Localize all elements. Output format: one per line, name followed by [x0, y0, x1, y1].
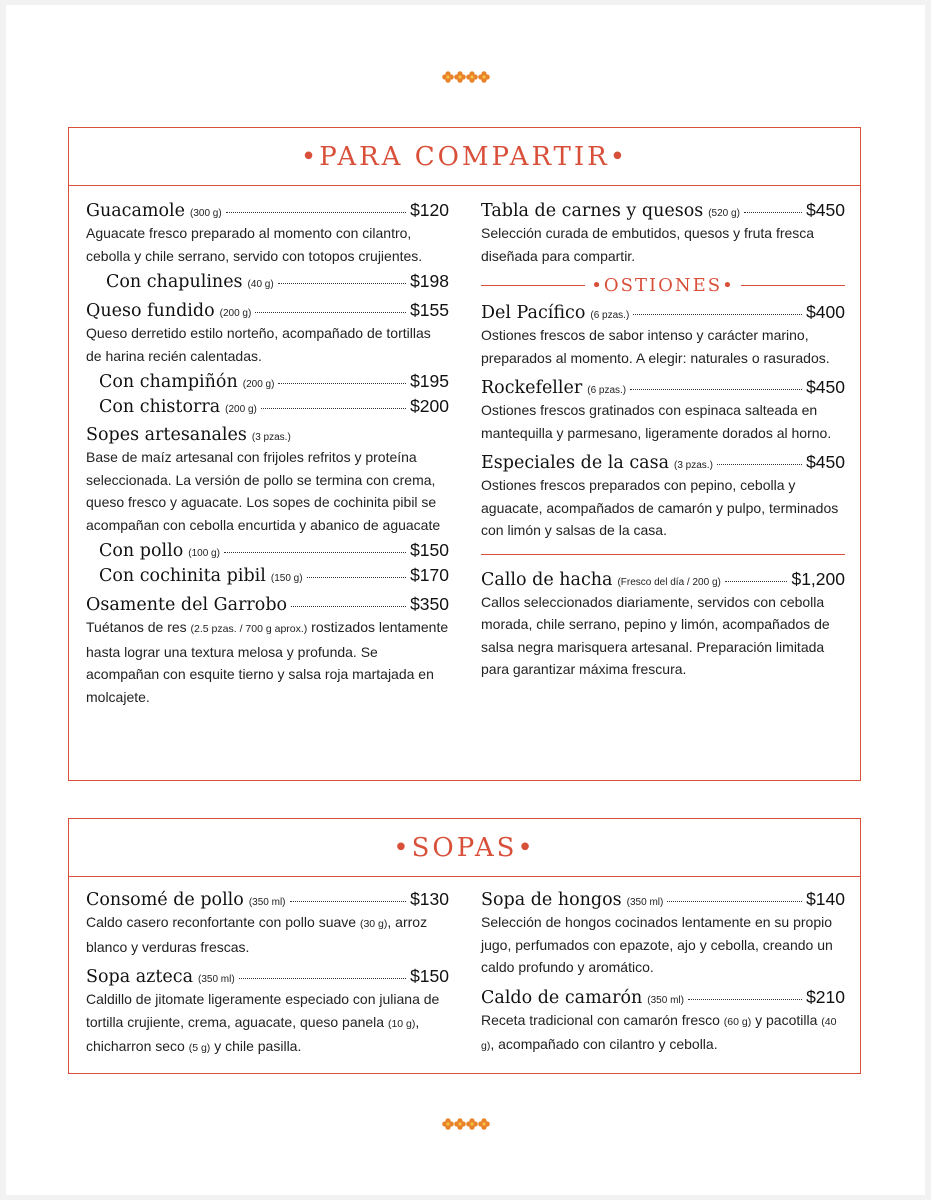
- item-description: Base de maíz artesanal con frijoles refritos y proteína seleccionada. La versión de pollo se termina con crema, queso fresco y aguacate. Los sopes de cochinita pibil se acompañan con cebolla encurtida y abanico de aguacate: [86, 449, 441, 533]
- menu-item: [86, 594, 449, 708]
- dot-leader: [255, 312, 406, 313]
- item-description: Selección curada de embutidos, quesos y fruta fresca diseñada para compartir.: [481, 225, 815, 264]
- divider: [741, 285, 845, 286]
- item-price: $140: [806, 889, 845, 909]
- dot-leader: [278, 383, 406, 384]
- menu-subitem: [86, 371, 449, 392]
- item-line: [86, 565, 449, 586]
- item-price: $210: [806, 986, 845, 1007]
- item-quantity: (350 ml): [647, 994, 684, 1006]
- dot-leader: [226, 212, 406, 213]
- item-quantity: (150 g): [270, 573, 303, 584]
- item-line: [86, 889, 449, 910]
- item-description: Callos seleccionados diariamente, servidos con cebolla morada, chile serrano, pepino y limón, acompañados de salsa negra marisquera artesanal. Preparación limitada para garantizar máxima frescura.: [481, 593, 830, 677]
- item-quantity: (350 ml): [248, 897, 286, 908]
- description-part: Selección de hongos cocinados lentamente en su propio jugo, perfumados con epazote, ajo y cebolla, creando un caldo profundo y aromático.: [481, 914, 833, 975]
- flower-ornament-icon: [442, 68, 490, 86]
- item-price: $155: [410, 300, 449, 320]
- item-name: Consomé de pollo: [86, 890, 244, 910]
- menu-item: [86, 200, 449, 292]
- dot-leader: [725, 581, 788, 582]
- dot-leader: [291, 606, 406, 607]
- item-line: [481, 889, 845, 910]
- menu-subitem: [86, 565, 449, 586]
- item-description: Aguacate fresco preparado al momento con cilantro, cebolla y chile serrano, servido con totopos crujientes.: [86, 225, 423, 264]
- item-name: Sopa azteca: [86, 967, 193, 987]
- item-description: [86, 616, 449, 708]
- item-quantity: (100 g): [188, 548, 220, 559]
- menu-subitem: [86, 271, 449, 292]
- description-part: Receta tradicional con camarón fresco: [481, 1011, 724, 1028]
- item-quantity: (300 g): [190, 208, 222, 219]
- item-line: [86, 300, 449, 321]
- item-quantity: (3 pzas.): [674, 460, 713, 471]
- dot-leader: [744, 212, 802, 213]
- menu-item: [481, 200, 845, 267]
- ostiones-subheading: [481, 275, 845, 296]
- item-price: $198: [410, 271, 449, 291]
- dot-leader: [633, 314, 802, 315]
- left-column: [86, 200, 449, 716]
- flower-ornament-icon: [442, 1115, 490, 1133]
- menu-item: [86, 300, 449, 417]
- item-name: Caldo de camarón: [481, 987, 643, 1008]
- item-name: Con chapulines: [106, 272, 243, 292]
- description-part: Tuétanos de res: [86, 619, 191, 635]
- section-title: •PARA COMPARTIR•: [69, 128, 860, 186]
- item-line: [481, 569, 845, 590]
- subheading-label: •OSTIONES•: [591, 275, 735, 296]
- item-price: $120: [410, 200, 449, 220]
- item-line: [481, 377, 845, 398]
- item-description: [86, 911, 449, 958]
- dot-leader: [239, 978, 406, 979]
- item-line: [481, 302, 845, 323]
- item-line: [86, 540, 449, 561]
- description-part: (10 g): [387, 1017, 416, 1030]
- description-part: (2.5 pzas. / 700 g aprox.): [190, 623, 308, 635]
- dot-leader: [307, 577, 407, 578]
- dot-leader: [630, 389, 802, 390]
- item-name: Sopa de hongos: [481, 890, 622, 910]
- item-price: $130: [410, 889, 449, 909]
- menu-item: [86, 889, 449, 958]
- right-column: [481, 889, 845, 1066]
- item-name: Especiales de la casa: [481, 453, 670, 473]
- item-line: [86, 200, 449, 221]
- item-price: $150: [410, 966, 449, 986]
- menu-item: [481, 889, 845, 979]
- menu-item: [86, 966, 449, 1060]
- item-quantity: (6 pzas.): [587, 385, 627, 396]
- menu-page: [6, 5, 925, 1195]
- item-description: [481, 1009, 845, 1058]
- description-part: , arroz blanco y verduras frescas.: [86, 914, 428, 955]
- item-name: Con pollo: [99, 541, 184, 561]
- item-line: [481, 200, 845, 221]
- item-name: Osamente del Garrobo: [86, 595, 288, 615]
- menu-subitem: [86, 396, 449, 417]
- item-line: [481, 987, 845, 1008]
- item-price: $350: [410, 594, 449, 614]
- item-quantity: (350 ml): [626, 897, 664, 908]
- dot-leader: [290, 901, 407, 902]
- item-price: $150: [410, 540, 449, 560]
- item-price: $450: [806, 452, 845, 472]
- item-name: Del Pacífico: [481, 303, 586, 323]
- item-line: [86, 425, 449, 445]
- item-quantity: (6 pzas.): [590, 310, 630, 321]
- divider: [481, 554, 845, 555]
- item-name: Rockefeller: [481, 378, 583, 398]
- item-name: Con cochinita pibil: [99, 566, 266, 586]
- item-name: Tabla de carnes y quesos: [481, 201, 704, 221]
- item-line: [86, 594, 449, 615]
- item-price: $170: [410, 565, 449, 585]
- description-part: (30 g): [359, 918, 388, 930]
- item-line: [86, 396, 449, 417]
- left-column: [86, 889, 449, 1068]
- description-part: rostizados lentamente hasta lograr una textura melosa y profunda. Se acompañan con esquite tierno y salsa roja martajada en molcajete.: [86, 619, 449, 705]
- dot-leader: [667, 901, 802, 902]
- description-part: y chile pasilla.: [210, 1038, 302, 1054]
- item-line: [86, 271, 449, 292]
- dot-leader: [224, 552, 406, 553]
- description-part: (40 g): [481, 1015, 837, 1052]
- item-line: [481, 452, 845, 473]
- menu-subitem: [86, 540, 449, 561]
- item-line: [86, 966, 449, 987]
- item-description: Ostiones frescos de sabor intenso y carácter marino, preparados al momento. A elegir: naturales o rasurados.: [481, 327, 830, 366]
- item-price: $200: [410, 396, 449, 416]
- description-part: (60 g): [723, 1015, 752, 1028]
- dot-leader: [261, 408, 406, 409]
- item-line: [86, 371, 449, 392]
- right-column: [481, 200, 845, 689]
- item-name: Queso fundido: [86, 301, 215, 321]
- description-part: (5 g): [188, 1042, 211, 1054]
- item-price: $450: [806, 377, 845, 397]
- item-description: Ostiones frescos preparados con pepino, cebolla y aguacate, acompañados de camarón y pulpo, terminados con limón y salsas de la casa.: [481, 477, 839, 538]
- item-description: [86, 988, 449, 1060]
- item-quantity: (Fresco del día / 200 g): [617, 576, 721, 588]
- description-part: y pacotilla: [751, 1011, 822, 1028]
- item-price: $450: [806, 200, 845, 220]
- item-price: $400: [806, 302, 845, 322]
- description-part: Caldo casero reconfortante con pollo suave: [86, 914, 360, 930]
- description-part: Caldillo de jitomate ligeramente especiado con juliana de tortilla crujiente, crema, aguacate, queso panela: [86, 991, 440, 1030]
- dot-leader: [278, 283, 406, 284]
- item-name: Sopes artesanales: [86, 425, 247, 445]
- item-quantity: (200 g): [219, 308, 252, 319]
- item-price: $1,200: [791, 568, 845, 589]
- menu-item: [481, 302, 845, 369]
- description-part: , chicharron seco: [86, 1013, 420, 1054]
- item-quantity: (200 g): [225, 404, 257, 415]
- dot-leader: [717, 464, 802, 465]
- section-title: •SOPAS•: [69, 819, 860, 877]
- item-price: $195: [410, 371, 449, 391]
- menu-item: [481, 377, 845, 444]
- description-part: , acompañado con cilantro y cebolla.: [490, 1036, 718, 1052]
- dot-leader: [688, 999, 802, 1000]
- item-description: [481, 911, 845, 979]
- item-description: Queso derretido estilo norteño, acompañado de tortillas de harina recién calentadas.: [86, 325, 431, 364]
- item-quantity: (200 g): [242, 379, 275, 390]
- item-name: Con champiñón: [99, 372, 238, 392]
- item-quantity: (40 g): [247, 279, 274, 290]
- menu-item: [86, 425, 449, 586]
- menu-item: [481, 569, 845, 681]
- section-sopas: [68, 818, 861, 1074]
- item-name: Callo de hacha: [481, 569, 613, 590]
- item-name: Guacamole: [86, 201, 186, 221]
- item-description: Ostiones frescos gratinados con espinaca salteada en mantequilla y parmesano, ligeramente dorados al horno.: [481, 402, 832, 441]
- item-name: Con chistorra: [99, 397, 221, 417]
- divider: [481, 285, 585, 286]
- menu-item: [481, 452, 845, 542]
- item-quantity: (350 ml): [198, 974, 235, 985]
- section-para-compartir: [68, 127, 861, 781]
- item-quantity: (3 pzas.): [251, 432, 291, 443]
- menu-item: [481, 987, 845, 1058]
- item-quantity: (520 g): [708, 208, 740, 219]
